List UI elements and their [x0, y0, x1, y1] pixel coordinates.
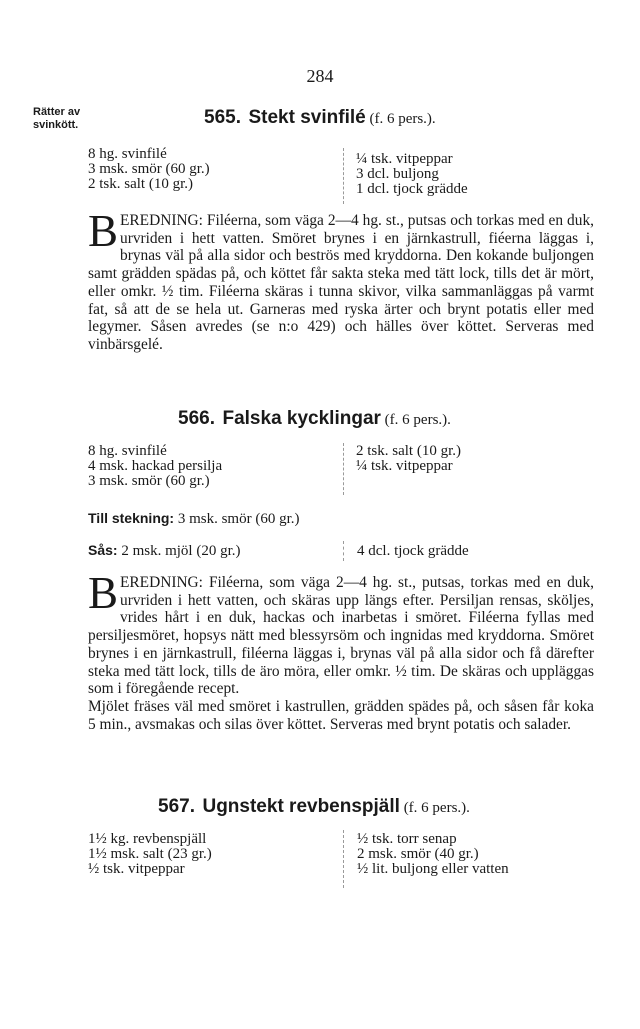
sauce-right-line: [357, 543, 469, 560]
ingredient: ½ lit. buljong eller vatten: [357, 861, 509, 877]
page-number: 284: [306, 66, 334, 86]
recipe-565-preparation: [88, 206, 594, 354]
ingredient: ¼ tsk. vitpeppar: [356, 151, 453, 167]
recipe-567-title: [158, 796, 470, 818]
ingredient: 8 hg. svinfilé: [88, 146, 167, 162]
ingredient: ¼ tsk. vitpeppar: [356, 458, 453, 474]
ingredient: 2 msk. smör (40 gr.): [357, 846, 479, 862]
ingredient: 1½ kg. revbenspjäll: [88, 831, 207, 847]
recipe-number: 567.: [158, 796, 195, 817]
ingredient: 4 msk. hackad persilja: [88, 458, 223, 474]
ingredients-right: [356, 152, 468, 197]
column-divider: [343, 443, 344, 495]
ingredient: 1½ msk. salt (23 gr.): [88, 846, 212, 862]
ingredient: 3 msk. smör (60 gr.): [88, 473, 210, 489]
recipe-566-preparation: [88, 568, 594, 733]
recipe-name: Ugnstekt revbenspjäll: [202, 796, 400, 817]
margin-note-line: svinkött.: [33, 119, 79, 131]
recipe-servings: (f. 6 pers.).: [369, 111, 436, 127]
drop-cap: B: [88, 206, 119, 256]
ingredient: 3 msk. smör (60 gr.): [88, 161, 210, 177]
recipe-565-title: [204, 107, 436, 129]
recipe-566-title: [178, 408, 451, 430]
ingredients-left: [88, 147, 210, 192]
column-divider: [343, 148, 344, 204]
ingredients-right: [357, 832, 509, 877]
ingredient: ½ tsk. torr senap: [357, 831, 457, 847]
margin-note: [33, 106, 103, 132]
preparation-text: EREDNING: Filéerna, som väga 2—4 hg. st., putsas och torkas med en duk, urvriden i hett vatten. Smöret brynes i en järnkastrull, fiéerna läggas i, brynas väl på alla sidor och beströs med kryddorna. Den kokande buljongen samt grädden spädas på, och köttet får sakta steka med tätt lock, tills det är mört, eller omkr. ½ tim. Filéerna skäras i tunna skivor, vilka sammanläggas på varmt fat, så att de se hela ut. Garneras med ryska ärter och brynt potatis eller med legymer. Såsen avredes (se n:o 429) och hälles över köttet. Serveras med vinbärsgelé.: [88, 212, 594, 353]
margin-note-line: Rätter av: [33, 106, 81, 118]
ingredients-left: [88, 444, 222, 489]
ingredient: 8 hg. svinfilé: [88, 443, 167, 459]
frying-label: Till stekning:: [88, 510, 175, 526]
recipe-servings: (f. 6 pers.).: [384, 412, 451, 428]
column-divider: [343, 541, 344, 561]
recipe-number: 566.: [178, 408, 215, 429]
ingredient: 2 tsk. salt (10 gr.): [356, 443, 461, 459]
recipe-name: Falska kycklingar: [222, 408, 381, 429]
ingredients-left: [88, 832, 212, 877]
recipe-servings: (f. 6 pers.).: [403, 800, 470, 816]
sauce-label: Sås:: [88, 542, 118, 558]
recipe-name: Stekt svinfilé: [248, 107, 366, 128]
frying-text: 3 msk. smör (60 gr.): [177, 511, 300, 527]
recipe-number: 565.: [204, 107, 241, 128]
preparation-text: EREDNING: Filéerna, som väga 2—4 hg. st., putsas, torkas med en duk, urvriden i hett vatten, och skäras upp längs efter. Persiljan rensas, sköljes, vrides hårt i en duk, hackas och inarbetas i smöret. Filéerna fyllas med persiljesmöret, hopsys nätt med blessyrsöm och ingnidas med kryddorna. Smöret brynes i en järnkastrull, filéerna läggas i, brynas väl på alla sidor och få därefter steka med tätt lock, tills de äro möra, eller omkr. ½ tim. De skäras och uppläggas som i föregående recept. Mjölet fräses väl med smöret i kastrullen, grädden spädes på, och såsen får koka 5 min., avsmakas och silas över köttet. Serveras med brynt potatis och salader.: [88, 574, 594, 733]
column-divider: [343, 830, 344, 888]
ingredient: 1 dcl. tjock grädde: [356, 181, 468, 197]
sauce-right: 4 dcl. tjock grädde: [357, 543, 469, 559]
sauce-line: [88, 542, 241, 560]
sauce-left: 2 msk. mjöl (20 gr.): [121, 543, 241, 559]
ingredient: 3 dcl. buljong: [356, 166, 439, 182]
ingredients-right: [356, 444, 461, 474]
frying-line: [88, 510, 300, 528]
ingredient: 2 tsk. salt (10 gr.): [88, 176, 193, 192]
drop-cap: B: [88, 568, 119, 618]
ingredient: ½ tsk. vitpeppar: [88, 861, 185, 877]
